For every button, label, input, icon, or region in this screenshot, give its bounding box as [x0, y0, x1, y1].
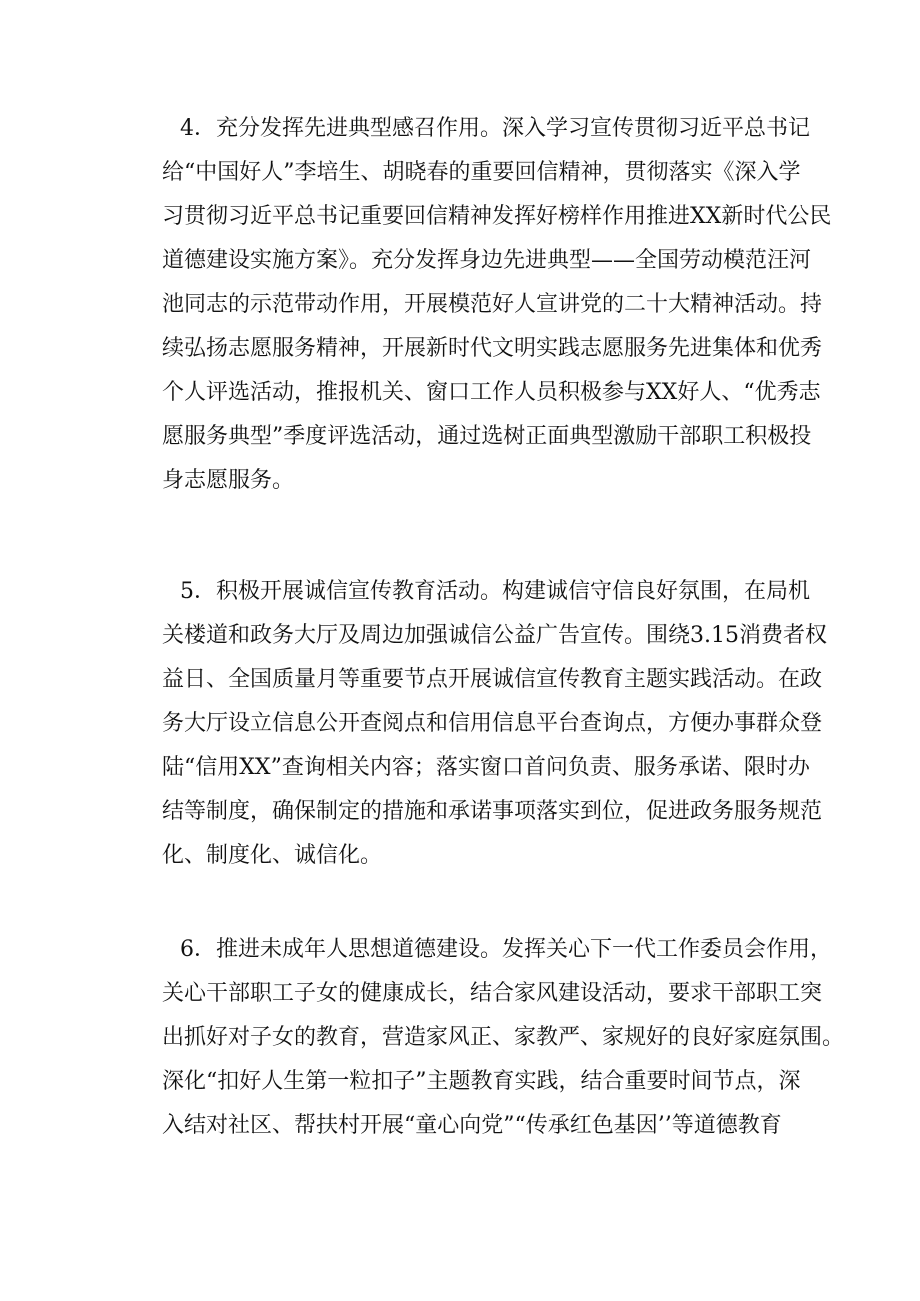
text-line: 身志愿服务。: [162, 468, 295, 493]
text-line: 关心干部职工子女的健康成长，结合家风建设活动，要求干部职工突: [162, 981, 823, 1006]
text-line: 个人评选活动，推报机关、窗口工作人员积极参与XX好人、“优秀志: [162, 380, 821, 405]
text-line: 习贯彻习近平总书记重要回信精神发挥好榜样作用推进XX新时代公民: [162, 204, 832, 229]
text-line: 益日、全国质量月等重要节点开展诚信宣传教育主题实践活动。在政: [162, 667, 823, 692]
text-line: 出抓好对子女的教育，营造家风正、家教严、家规好的良好家庭氛围。: [162, 1025, 845, 1050]
text-line: 愿服务典型”季度评选活动，通过选树正面典型激励干部职工积极投: [162, 424, 812, 449]
text-line: 道德建设实施方案》。充分发挥身边先进典型——全国劳动模范汪河: [162, 248, 812, 273]
text-line: 池同志的示范带动作用，开展模范好人宣讲党的二十大精神活动。持: [162, 292, 823, 317]
paragraph-5: [162, 570, 827, 878]
text-line: 关楼道和政务大厅及周边加强诚信公益广告宣传。围绕3.15消费者权: [162, 623, 827, 648]
text-line: 陆“信用XX”查询相关内容；落实窗口首问负责、服务承诺、限时办: [162, 755, 810, 780]
text-line: 深化“扣好人生第一粒扣子”主题教育实践，结合重要时间节点，深: [162, 1069, 801, 1094]
text-line: 4．充分发挥先进典型感召作用。深入学习宣传贯彻习近平总书记: [180, 116, 810, 141]
text-line: 6．推进未成年人思想道德建设。发挥关心下一代工作委员会作用，: [180, 937, 832, 962]
text-line: 务大厅设立信息公开查阅点和信用信息平台查询点，方便办事群众登: [162, 711, 823, 736]
paragraph-6: [162, 928, 845, 1148]
text-line: 5．积极开展诚信宣传教育活动。构建诚信守信良好氛围，在局机: [180, 579, 810, 604]
text-line: 入结对社区、帮扶村开展“童心向党”“传承红色基因’’等道德教育: [162, 1113, 782, 1138]
text-line: 化、制度化、诚信化。: [162, 843, 383, 868]
text-line: 结等制度，确保制定的措施和承诺事项落实到位，促进政务服务规范: [162, 799, 823, 824]
paragraph-4: [162, 107, 832, 503]
text-line: 给“中国好人”李培生、胡晓春的重要回信精神，贯彻落实《深入学: [162, 160, 801, 185]
text-line: 续弘扬志愿服务精神，开展新时代文明实践志愿服务先进集体和优秀: [162, 336, 823, 361]
